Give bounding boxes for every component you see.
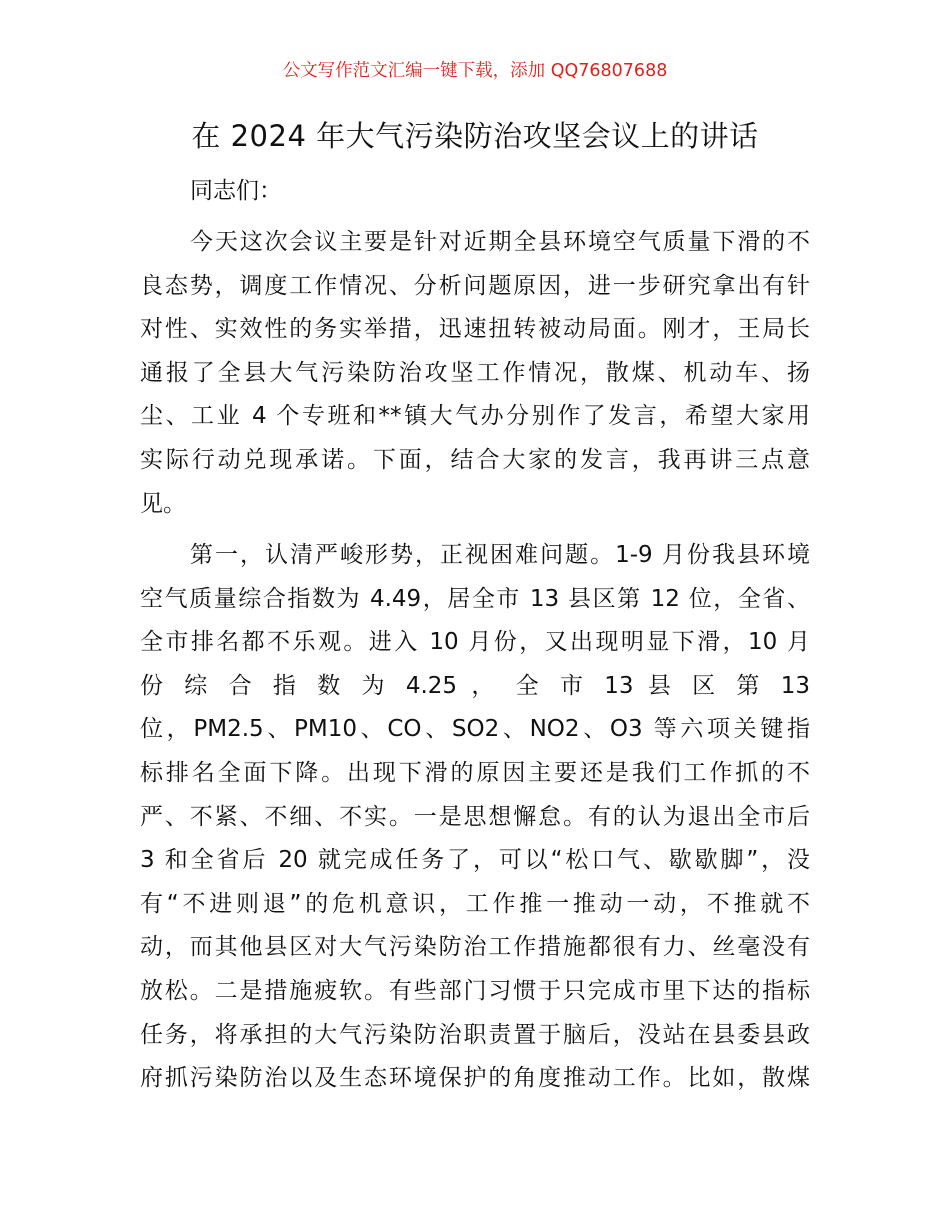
text-line: 动，而其他县区对大气污染防治工作措施都很有力、丝毫没有 <box>140 934 810 961</box>
document-title: 在 2024 年大气污染防治攻坚会议上的讲话 <box>191 119 759 153</box>
text-line: 实际行动兑现承诺。下面，结合大家的发言，我再讲三点意 <box>140 446 810 473</box>
text-line: 尘、工业 4 个专班和**镇大气办分别作了发言，希望大家用 <box>140 403 810 430</box>
text-line: 标排名全面下降。出现下滑的原因主要还是我们工作抓的不 <box>140 759 810 786</box>
text-line: 见。 <box>140 490 186 517</box>
text-line: 空气质量综合指数为 4.49，居全市 13 县区第 12 位，全省、 <box>140 585 810 612</box>
greeting: 同志们： <box>190 178 282 204</box>
text-line: 全市排名都不乐观。进入 10 月份，又出现明显下滑，10 月 <box>140 629 810 656</box>
text-line: 府抓污染防治以及生态环境保护的角度推动工作。比如，散煤 <box>140 1065 810 1092</box>
text-line: 通报了全县大气污染防治攻坚工作情况，散煤、机动车、扬 <box>140 359 810 386</box>
text-line: 第一，认清严峻形势，正视困难问题。1-9 月份我县环境 <box>190 542 810 568</box>
paragraph-2 <box>140 534 810 1101</box>
download-banner: 公文写作范文汇编一键下载，添加 QQ76807688 <box>282 61 668 81</box>
text-line: 严、不紧、不细、不实。一是思想懈怠。有的认为退出全市后 <box>140 803 810 830</box>
text-line: 有“不进则退”的危机意识，工作推一推动一动，不推就不 <box>140 890 810 917</box>
text-line: 份 综 合 指 数 为 4.25 ， 全 市 13 县 区 第 13 <box>140 672 810 699</box>
text-line: 良态势，调度工作情况、分析问题原因，进一步研究拿出有针 <box>140 272 810 299</box>
text-line: 位，PM2.5、PM10、CO、SO2、NO2、O3 等六项关键指 <box>140 716 810 743</box>
text-line: 对性、实效性的务实举措，迅速扭转被动局面。刚才，王局长 <box>140 316 810 343</box>
text-line: 3 和全省后 20 就完成任务了，可以“松口气、歇歇脚”，没 <box>140 847 810 874</box>
text-line: 任务，将承担的大气污染防治职责置于脑后，没站在县委县政 <box>140 1021 810 1048</box>
paragraph-1 <box>140 221 810 526</box>
text-line: 放松。二是措施疲软。有些部门习惯于只完成市里下达的指标 <box>140 977 810 1004</box>
text-line: 今天这次会议主要是针对近期全县环境空气质量下滑的不 <box>190 229 810 255</box>
